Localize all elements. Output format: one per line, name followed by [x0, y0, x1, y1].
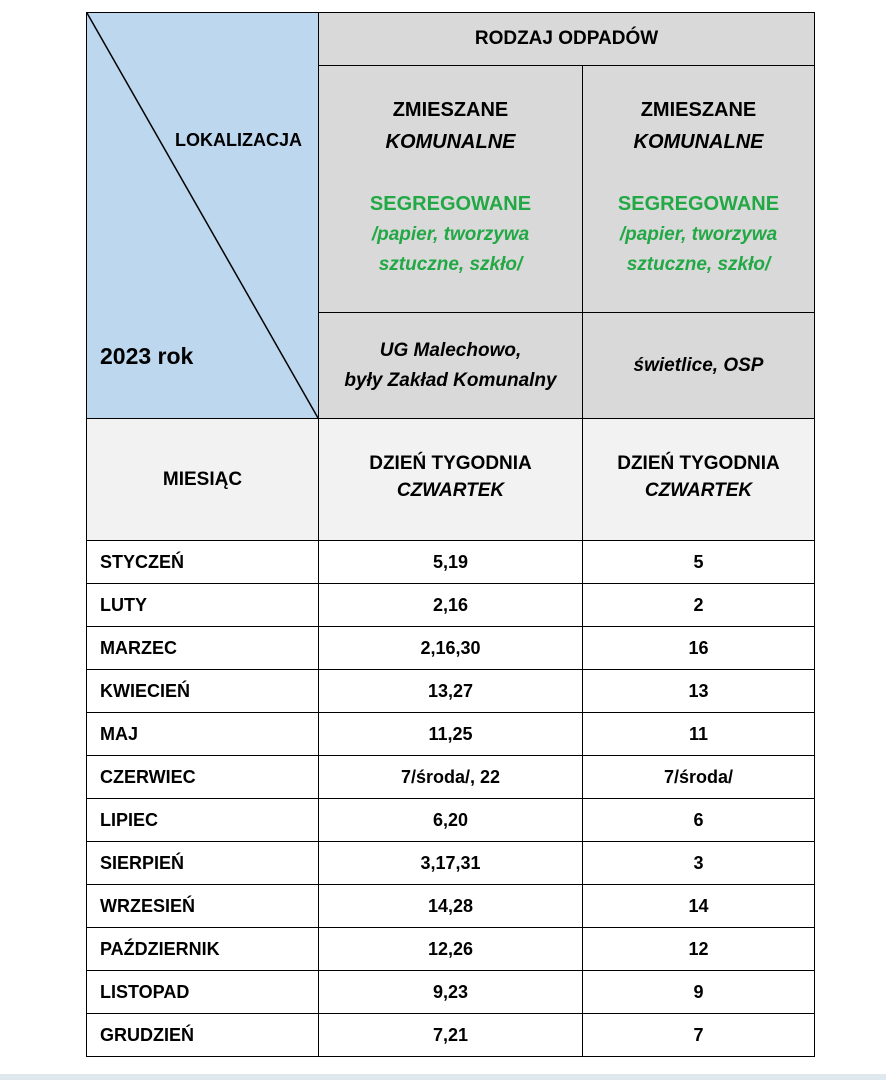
collection-schedule-table — [86, 12, 815, 1057]
dates-col2-cell: 7 — [583, 1014, 815, 1057]
location-line: świetlice, OSP — [633, 354, 764, 376]
dates-col1-cell: 11,25 — [319, 713, 583, 756]
waste-types-col1 — [319, 66, 583, 313]
month-cell: PAŹDZIERNIK — [87, 928, 319, 971]
table-row — [87, 670, 815, 713]
dates-col2-cell: 5 — [583, 541, 815, 584]
corner-header-cell — [87, 13, 319, 419]
month-cell: GRUDZIEŃ — [87, 1014, 319, 1057]
segregated-label: SEGREGOWANE — [617, 193, 780, 215]
dates-col1-cell: 7,21 — [319, 1014, 583, 1057]
table-row — [87, 928, 815, 971]
communal-label: KOMUNALNE — [385, 131, 516, 153]
month-cell: KWIECIEŃ — [87, 670, 319, 713]
dates-col1-cell: 14,28 — [319, 885, 583, 928]
segregated-detail-2: sztuczne, szkło/ — [626, 254, 771, 275]
table-row — [87, 1014, 815, 1057]
day-header-col1 — [319, 419, 583, 541]
waste-types-col2 — [583, 66, 815, 313]
segregated-label: SEGREGOWANE — [369, 193, 532, 215]
location-col1 — [319, 313, 583, 419]
dates-col2-cell: 3 — [583, 842, 815, 885]
month-header: MIESIĄC — [87, 419, 319, 541]
waste-type-title: RODZAJ ODPADÓW — [319, 13, 815, 66]
segregated-detail-1: /papier, tworzywa — [619, 224, 778, 245]
day-of-week-label: DZIEŃ TYGODNIA — [617, 452, 780, 474]
segregated-detail-2: sztuczne, szkło/ — [378, 254, 523, 275]
location-col2 — [583, 313, 815, 419]
dates-col2-cell: 14 — [583, 885, 815, 928]
table-row — [87, 713, 815, 756]
table-row — [87, 584, 815, 627]
dates-col2-cell: 12 — [583, 928, 815, 971]
dates-col1-cell: 9,23 — [319, 971, 583, 1014]
dates-col1-cell: 5,19 — [319, 541, 583, 584]
location-line: były Zakład Komunalny — [344, 369, 557, 391]
segregated-detail-1: /papier, tworzywa — [371, 224, 530, 245]
month-cell: WRZESIEŃ — [87, 885, 319, 928]
month-cell: LIPIEC — [87, 799, 319, 842]
dates-col2-cell: 2 — [583, 584, 815, 627]
month-cell: MARZEC — [87, 627, 319, 670]
dates-col1-cell: 7/środa/, 22 — [319, 756, 583, 799]
dates-col2-cell: 7/środa/ — [583, 756, 815, 799]
dates-col2-cell: 11 — [583, 713, 815, 756]
month-rows — [87, 541, 815, 1057]
table-row — [87, 799, 815, 842]
dates-col1-cell: 6,20 — [319, 799, 583, 842]
table-row — [87, 971, 815, 1014]
month-cell: CZERWIEC — [87, 756, 319, 799]
table-row — [87, 842, 815, 885]
year-label: 2023 rok — [100, 343, 194, 369]
dates-col1-cell: 12,26 — [319, 928, 583, 971]
month-cell: LUTY — [87, 584, 319, 627]
table-row — [87, 627, 815, 670]
dates-col1-cell: 3,17,31 — [319, 842, 583, 885]
dates-col2-cell: 16 — [583, 627, 815, 670]
table-row — [87, 541, 815, 584]
mixed-label: ZMIESZANE — [392, 99, 509, 121]
month-cell: LISTOPAD — [87, 971, 319, 1014]
dates-col1-cell: 2,16,30 — [319, 627, 583, 670]
dates-col2-cell: 6 — [583, 799, 815, 842]
bottom-strip — [0, 1074, 886, 1080]
mixed-label: ZMIESZANE — [640, 99, 757, 121]
day-header-col2 — [583, 419, 815, 541]
table-row — [87, 885, 815, 928]
month-cell: STYCZEŃ — [87, 541, 319, 584]
communal-label: KOMUNALNE — [633, 131, 764, 153]
dates-col2-cell: 13 — [583, 670, 815, 713]
localization-label: LOKALIZACJA — [175, 130, 302, 150]
day-name: CZWARTEK — [396, 479, 505, 501]
dates-col1-cell: 13,27 — [319, 670, 583, 713]
dates-col1-cell: 2,16 — [319, 584, 583, 627]
location-line: UG Malechowo, — [379, 339, 522, 361]
day-name: CZWARTEK — [644, 479, 753, 501]
table-row — [87, 756, 815, 799]
dates-col2-cell: 9 — [583, 971, 815, 1014]
day-of-week-label: DZIEŃ TYGODNIA — [369, 452, 532, 474]
month-cell: SIERPIEŃ — [87, 842, 319, 885]
month-cell: MAJ — [87, 713, 319, 756]
